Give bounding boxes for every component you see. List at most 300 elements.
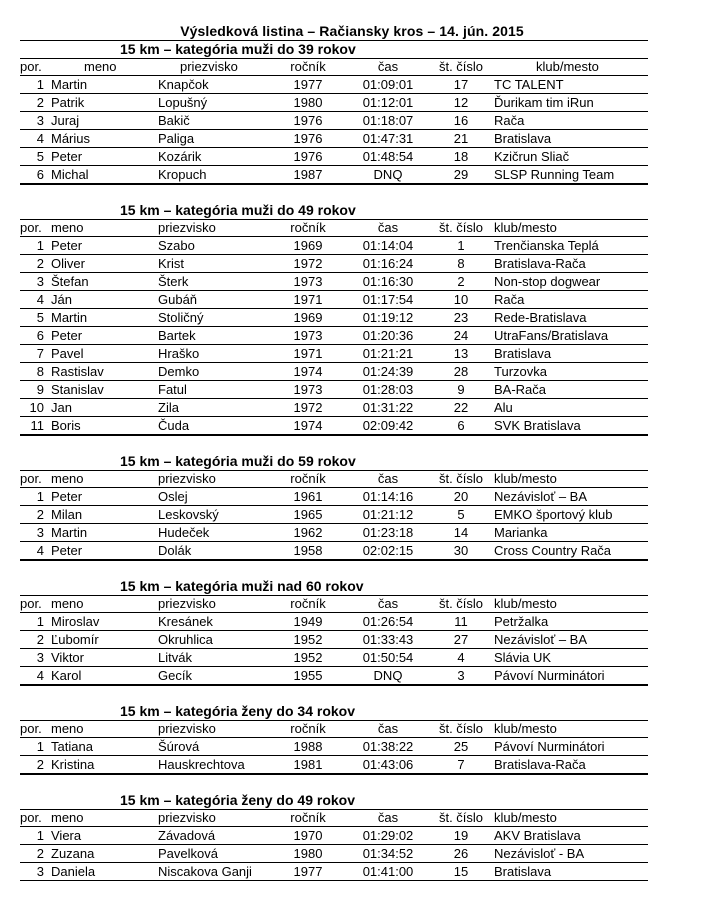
cell-meno: Rastislav <box>51 364 104 379</box>
column-header-cislo: št. číslo <box>438 220 484 235</box>
cell-cas: 01:26:54 <box>362 614 414 629</box>
table-header-row <box>20 595 648 613</box>
cell-priezvisko: Oslej <box>158 489 188 504</box>
table-row <box>20 94 648 112</box>
cell-meno: Viktor <box>51 650 84 665</box>
cell-meno: Patrik <box>51 95 85 110</box>
cell-priezvisko: Dolák <box>158 543 192 558</box>
cell-priezvisko: Bakič <box>158 113 190 128</box>
cell-cislo: 21 <box>453 131 469 146</box>
cell-meno: Daniela <box>51 864 96 879</box>
table-row <box>20 542 648 560</box>
cell-cislo: 24 <box>453 328 469 343</box>
column-header-cas: čas <box>377 220 399 235</box>
cell-cas: DNQ <box>373 167 403 182</box>
table-row <box>20 148 648 166</box>
cell-cislo: 3 <box>457 668 465 683</box>
cell-meno: Márius <box>51 131 91 146</box>
table-row <box>20 130 648 148</box>
cell-cislo: 6 <box>457 418 465 433</box>
cell-cislo: 5 <box>457 507 465 522</box>
cell-cislo: 30 <box>453 543 469 558</box>
table-row <box>20 399 648 417</box>
cell-priezvisko: Kropuch <box>158 167 207 182</box>
table-row <box>20 417 648 435</box>
cell-rocnik: 1958 <box>293 543 323 558</box>
column-header-por: por. <box>20 721 42 736</box>
cell-por: 6 <box>36 167 44 182</box>
cell-por: 1 <box>36 739 44 754</box>
column-header-cislo: št. číslo <box>438 596 484 611</box>
cell-priezvisko: Hudeček <box>158 525 210 540</box>
column-header-priezvisko: priezvisko <box>158 721 216 736</box>
column-header-priezvisko: priezvisko <box>158 810 216 825</box>
cell-cislo: 27 <box>453 632 469 647</box>
column-header-rocnik: ročník <box>290 471 326 486</box>
results-section <box>20 560 648 685</box>
cell-klub: Pávoví Nurminátori <box>494 739 605 754</box>
section-divider <box>20 435 648 453</box>
cell-por: 4 <box>36 131 44 146</box>
table-row <box>20 827 648 845</box>
cell-por: 2 <box>36 846 44 861</box>
cell-por: 2 <box>36 632 44 647</box>
cell-rocnik: 1955 <box>293 668 323 683</box>
cell-cislo: 26 <box>453 846 469 861</box>
column-header-klub: klub/mesto <box>494 721 557 736</box>
section-divider <box>20 184 648 202</box>
cell-cas: DNQ <box>373 668 403 683</box>
cell-meno: Jan <box>51 400 72 415</box>
table-row <box>20 363 648 381</box>
cell-cas: 01:43:06 <box>362 757 414 772</box>
cell-meno: Peter <box>51 328 83 343</box>
cell-por: 2 <box>36 757 44 772</box>
cell-klub: Bratislava-Rača <box>494 757 586 772</box>
cell-klub: Trenčianska Teplá <box>494 238 599 253</box>
table-row <box>20 506 648 524</box>
cell-cislo: 22 <box>453 400 469 415</box>
cell-priezvisko: Leskovský <box>158 507 219 522</box>
column-header-cislo: št. číslo <box>438 471 484 486</box>
cell-rocnik: 1952 <box>293 632 323 647</box>
cell-por: 4 <box>36 292 44 307</box>
cell-priezvisko: Hraško <box>158 346 200 361</box>
cell-meno: Martin <box>51 310 88 325</box>
cell-rocnik: 1972 <box>293 400 323 415</box>
column-header-cislo: št. číslo <box>438 59 484 74</box>
column-header-priezvisko: priezvisko <box>158 471 216 486</box>
cell-cislo: 28 <box>453 364 469 379</box>
table-row <box>20 667 648 685</box>
cell-cas: 01:34:52 <box>362 846 414 861</box>
column-header-priezvisko: priezvisko <box>158 220 216 235</box>
cell-priezvisko: Gecík <box>158 668 192 683</box>
cell-klub: Bratislava <box>494 346 552 361</box>
cell-cas: 01:33:43 <box>362 632 414 647</box>
cell-rocnik: 1970 <box>293 828 323 843</box>
cell-meno: Juraj <box>51 113 80 128</box>
cell-meno: Viera <box>51 828 82 843</box>
cell-rocnik: 1974 <box>293 418 323 433</box>
cell-priezvisko: Knapčok <box>158 77 209 92</box>
cell-klub: EMKO športový klub <box>494 507 613 522</box>
table-row <box>20 756 648 774</box>
results-section <box>20 435 648 560</box>
cell-meno: Milan <box>51 507 83 522</box>
cell-rocnik: 1987 <box>293 167 323 182</box>
cell-rocnik: 1977 <box>293 77 323 92</box>
cell-cas: 01:16:30 <box>362 274 414 289</box>
cell-cislo: 10 <box>453 292 469 307</box>
cell-klub: Pávoví Nurminátori <box>494 668 605 683</box>
column-header-rocnik: ročník <box>290 721 326 736</box>
section-title: 15 km – kategória ženy do 49 rokov <box>120 792 355 808</box>
cell-rocnik: 1976 <box>293 131 323 146</box>
section-title: 15 km – kategória ženy do 34 rokov <box>120 703 355 719</box>
cell-por: 3 <box>36 274 44 289</box>
results-section <box>20 774 648 881</box>
cell-rocnik: 1976 <box>293 149 323 164</box>
cell-rocnik: 1971 <box>293 346 323 361</box>
cell-klub: Rača <box>494 292 525 307</box>
table-row <box>20 273 648 291</box>
section-divider <box>20 685 648 703</box>
cell-rocnik: 1977 <box>293 864 323 879</box>
column-header-cislo: št. číslo <box>438 721 484 736</box>
cell-rocnik: 1981 <box>293 757 323 772</box>
cell-cislo: 23 <box>453 310 469 325</box>
cell-cislo: 11 <box>454 614 468 629</box>
table-row <box>20 738 648 756</box>
cell-meno: Ľubomír <box>51 632 99 647</box>
cell-meno: Miroslav <box>51 614 100 629</box>
column-header-klub: klub/mesto <box>494 810 557 825</box>
cell-klub: SVK Bratislava <box>494 418 581 433</box>
cell-rocnik: 1973 <box>293 328 323 343</box>
cell-cas: 01:41:00 <box>362 864 414 879</box>
cell-cislo: 18 <box>453 149 469 164</box>
column-header-rocnik: ročník <box>290 59 326 74</box>
cell-klub: BA-Rača <box>494 382 547 397</box>
cell-priezvisko: Demko <box>158 364 200 379</box>
cell-por: 1 <box>36 238 44 253</box>
column-header-cas: čas <box>377 471 399 486</box>
cell-por: 11 <box>30 418 44 433</box>
cell-priezvisko: Čuda <box>158 418 190 433</box>
cell-cislo: 25 <box>453 739 469 754</box>
cell-cislo: 2 <box>457 274 465 289</box>
cell-priezvisko: Okruhlica <box>158 632 213 647</box>
cell-priezvisko: Litvák <box>158 650 192 665</box>
cell-cas: 02:02:15 <box>362 543 414 558</box>
table-row <box>20 76 648 94</box>
cell-cas: 01:17:54 <box>362 292 414 307</box>
cell-cas: 01:12:01 <box>362 95 414 110</box>
cell-cislo: 15 <box>453 864 469 879</box>
cell-cas: 01:48:54 <box>362 149 414 164</box>
cell-priezvisko: Niscakova Ganji <box>158 864 252 879</box>
column-header-cas: čas <box>377 810 399 825</box>
cell-por: 6 <box>36 328 44 343</box>
cell-cas: 01:24:39 <box>362 364 414 379</box>
cell-cislo: 8 <box>457 256 465 271</box>
column-header-klub: klub/mesto <box>494 471 557 486</box>
cell-priezvisko: Paliga <box>158 131 195 146</box>
cell-meno: Peter <box>51 238 83 253</box>
cell-por: 3 <box>36 864 44 879</box>
section-divider <box>20 774 648 792</box>
table-header-row <box>20 720 648 738</box>
cell-cislo: 29 <box>453 167 469 182</box>
cell-klub: Nezávisloť – BA <box>494 489 588 504</box>
column-header-meno: meno <box>51 471 84 486</box>
cell-priezvisko: Fatul <box>158 382 187 397</box>
cell-priezvisko: Závadová <box>158 828 216 843</box>
results-section <box>20 685 648 774</box>
column-header-priezvisko: priezvisko <box>158 596 216 611</box>
cell-cas: 01:28:03 <box>362 382 414 397</box>
column-header-cas: čas <box>377 721 399 736</box>
cell-rocnik: 1973 <box>293 382 323 397</box>
cell-cislo: 12 <box>453 95 469 110</box>
cell-priezvisko: Kresánek <box>158 614 213 629</box>
cell-cas: 01:38:22 <box>362 739 414 754</box>
cell-klub: Bratislava-Rača <box>494 256 586 271</box>
cell-klub: Nezávisloť – BA <box>494 632 588 647</box>
cell-por: 1 <box>36 614 44 629</box>
column-header-klub: klub/mesto <box>494 220 557 235</box>
cell-priezvisko: Stoličný <box>158 310 204 325</box>
document-title: Výsledková listina – Račiansky kros – 14. jún. 2015 <box>20 22 648 41</box>
cell-cas: 01:29:02 <box>362 828 414 843</box>
cell-cislo: 20 <box>453 489 469 504</box>
cell-meno: Tatiana <box>51 739 93 754</box>
cell-klub: SLSP Running Team <box>494 167 615 182</box>
cell-priezvisko: Pavelková <box>158 846 218 861</box>
cell-priezvisko: Bartek <box>158 328 196 343</box>
cell-cas: 01:23:18 <box>362 525 414 540</box>
cell-cislo: 1 <box>457 238 465 253</box>
cell-meno: Martin <box>51 77 88 92</box>
cell-klub: Kzičrun Sliač <box>494 149 570 164</box>
cell-meno: Peter <box>51 543 83 558</box>
cell-klub: AKV Bratislava <box>494 828 581 843</box>
cell-rocnik: 1949 <box>293 614 323 629</box>
cell-rocnik: 1961 <box>293 489 323 504</box>
cell-cas: 01:31:22 <box>362 400 414 415</box>
cell-priezvisko: Zila <box>158 400 179 415</box>
cell-priezvisko: Šterk <box>158 274 189 289</box>
cell-meno: Stanislav <box>51 382 104 397</box>
cell-meno: Štefan <box>51 274 89 289</box>
cell-por: 4 <box>36 543 44 558</box>
cell-meno: Karol <box>51 668 82 683</box>
cell-cislo: 17 <box>453 77 469 92</box>
cell-klub: Ďurikam tim iRun <box>494 95 594 110</box>
table-row <box>20 327 648 345</box>
cell-priezvisko: Šúrová <box>158 739 200 754</box>
cell-priezvisko: Gubáň <box>158 292 198 307</box>
cell-rocnik: 1952 <box>293 650 323 665</box>
table-row <box>20 631 648 649</box>
cell-cas: 01:19:12 <box>362 310 414 325</box>
table-row <box>20 488 648 506</box>
cell-rocnik: 1980 <box>293 846 323 861</box>
cell-cislo: 16 <box>453 113 469 128</box>
table-row <box>20 291 648 309</box>
cell-rocnik: 1973 <box>293 274 323 289</box>
cell-por: 5 <box>36 149 44 164</box>
cell-cas: 02:09:42 <box>362 418 414 433</box>
table-header-row <box>20 219 648 237</box>
column-header-meno: meno <box>51 220 84 235</box>
cell-por: 7 <box>36 346 44 361</box>
cell-por: 2 <box>36 95 44 110</box>
section-divider <box>20 560 648 578</box>
cell-por: 3 <box>36 113 44 128</box>
cell-cislo: 19 <box>453 828 469 843</box>
cell-meno: Peter <box>51 489 83 504</box>
cell-meno: Boris <box>51 418 81 433</box>
cell-por: 9 <box>36 382 44 397</box>
cell-klub: Nezávisloť - BA <box>494 846 585 861</box>
table-row <box>20 166 648 184</box>
cell-klub: Bratislava <box>494 864 552 879</box>
results-section <box>20 184 648 435</box>
table-row <box>20 237 648 255</box>
column-header-priezvisko: priezvisko <box>180 59 238 74</box>
cell-por: 3 <box>36 650 44 665</box>
section-title: 15 km – kategória muži do 49 rokov <box>120 202 356 218</box>
cell-cislo: 13 <box>453 346 469 361</box>
cell-rocnik: 1969 <box>293 238 323 253</box>
cell-klub: Non-stop dogwear <box>494 274 601 289</box>
cell-por: 10 <box>29 400 44 415</box>
cell-por: 2 <box>36 256 44 271</box>
column-header-por: por. <box>20 810 42 825</box>
section-title: 15 km – kategória muži do 59 rokov <box>120 453 356 469</box>
cell-meno: Kristina <box>51 757 95 772</box>
cell-por: 1 <box>36 828 44 843</box>
cell-klub: Slávia UK <box>494 650 552 665</box>
cell-priezvisko: Krist <box>158 256 184 271</box>
column-header-cas: čas <box>377 596 399 611</box>
cell-rocnik: 1969 <box>293 310 323 325</box>
cell-meno: Oliver <box>51 256 85 271</box>
cell-cas: 01:20:36 <box>362 328 414 343</box>
cell-rocnik: 1980 <box>293 95 323 110</box>
cell-rocnik: 1976 <box>293 113 323 128</box>
cell-cislo: 9 <box>457 382 465 397</box>
cell-priezvisko: Lopušný <box>158 95 208 110</box>
cell-rocnik: 1965 <box>293 507 323 522</box>
cell-cas: 01:09:01 <box>362 77 414 92</box>
cell-klub: Turzovka <box>494 364 547 379</box>
cell-cas: 01:21:12 <box>362 507 414 522</box>
cell-klub: Petržalka <box>494 614 549 629</box>
cell-priezvisko: Szabo <box>158 238 195 253</box>
cell-cislo: 4 <box>457 650 465 665</box>
column-header-cislo: št. číslo <box>438 810 484 825</box>
cell-rocnik: 1962 <box>293 525 323 540</box>
column-header-meno: meno <box>51 810 84 825</box>
table-header-row <box>20 809 648 827</box>
cell-klub: Rede-Bratislava <box>494 310 587 325</box>
table-header-row <box>20 58 648 76</box>
cell-cas: 01:14:04 <box>362 238 414 253</box>
table-row <box>20 863 648 881</box>
cell-cas: 01:47:31 <box>362 131 414 146</box>
cell-meno: Martin <box>51 525 88 540</box>
cell-rocnik: 1971 <box>293 292 323 307</box>
column-header-por: por. <box>20 220 42 235</box>
cell-cas: 01:18:07 <box>362 113 414 128</box>
column-header-klub: klub/mesto <box>536 59 599 74</box>
cell-klub: Bratislava <box>494 131 552 146</box>
cell-por: 5 <box>36 310 44 325</box>
cell-por: 1 <box>36 77 44 92</box>
column-header-cas: čas <box>377 59 399 74</box>
section-title: 15 km – kategória muži nad 60 rokov <box>120 578 364 594</box>
cell-meno: Pavel <box>51 346 84 361</box>
cell-rocnik: 1988 <box>293 739 323 754</box>
cell-cas: 01:16:24 <box>362 256 414 271</box>
column-header-meno: meno <box>51 721 84 736</box>
cell-meno: Zuzana <box>51 846 95 861</box>
column-header-rocnik: ročník <box>290 220 326 235</box>
table-row <box>20 613 648 631</box>
table-row <box>20 524 648 542</box>
table-row <box>20 255 648 273</box>
cell-klub: Alu <box>494 400 513 415</box>
cell-klub: Cross Country Rača <box>494 543 612 558</box>
table-row <box>20 309 648 327</box>
cell-cas: 01:50:54 <box>362 650 414 665</box>
cell-rocnik: 1974 <box>293 364 323 379</box>
cell-meno: Michal <box>51 167 89 182</box>
results-section <box>20 41 648 184</box>
column-header-meno: meno <box>51 596 84 611</box>
cell-meno: Ján <box>51 292 72 307</box>
cell-cislo: 7 <box>457 757 465 772</box>
cell-klub: Marianka <box>494 525 548 540</box>
cell-klub: Rača <box>494 113 525 128</box>
column-header-por: por. <box>20 59 42 74</box>
cell-cas: 01:14:16 <box>362 489 414 504</box>
cell-priezvisko: Hauskrechtova <box>158 757 245 772</box>
cell-klub: UtraFans/Bratislava <box>494 328 609 343</box>
table-row <box>20 345 648 363</box>
cell-por: 8 <box>36 364 44 379</box>
results-document <box>20 22 648 881</box>
column-header-meno: meno <box>84 59 117 74</box>
column-header-por: por. <box>20 596 42 611</box>
table-row <box>20 649 648 667</box>
cell-cas: 01:21:21 <box>362 346 414 361</box>
column-header-por: por. <box>20 471 42 486</box>
cell-cislo: 14 <box>453 525 469 540</box>
cell-meno: Peter <box>51 149 83 164</box>
cell-por: 4 <box>36 668 44 683</box>
cell-por: 1 <box>36 489 44 504</box>
column-header-rocnik: ročník <box>290 810 326 825</box>
cell-priezvisko: Kozárik <box>158 149 202 164</box>
results-sections <box>20 41 648 881</box>
cell-por: 3 <box>36 525 44 540</box>
cell-klub: TC TALENT <box>494 77 564 92</box>
cell-rocnik: 1972 <box>293 256 323 271</box>
